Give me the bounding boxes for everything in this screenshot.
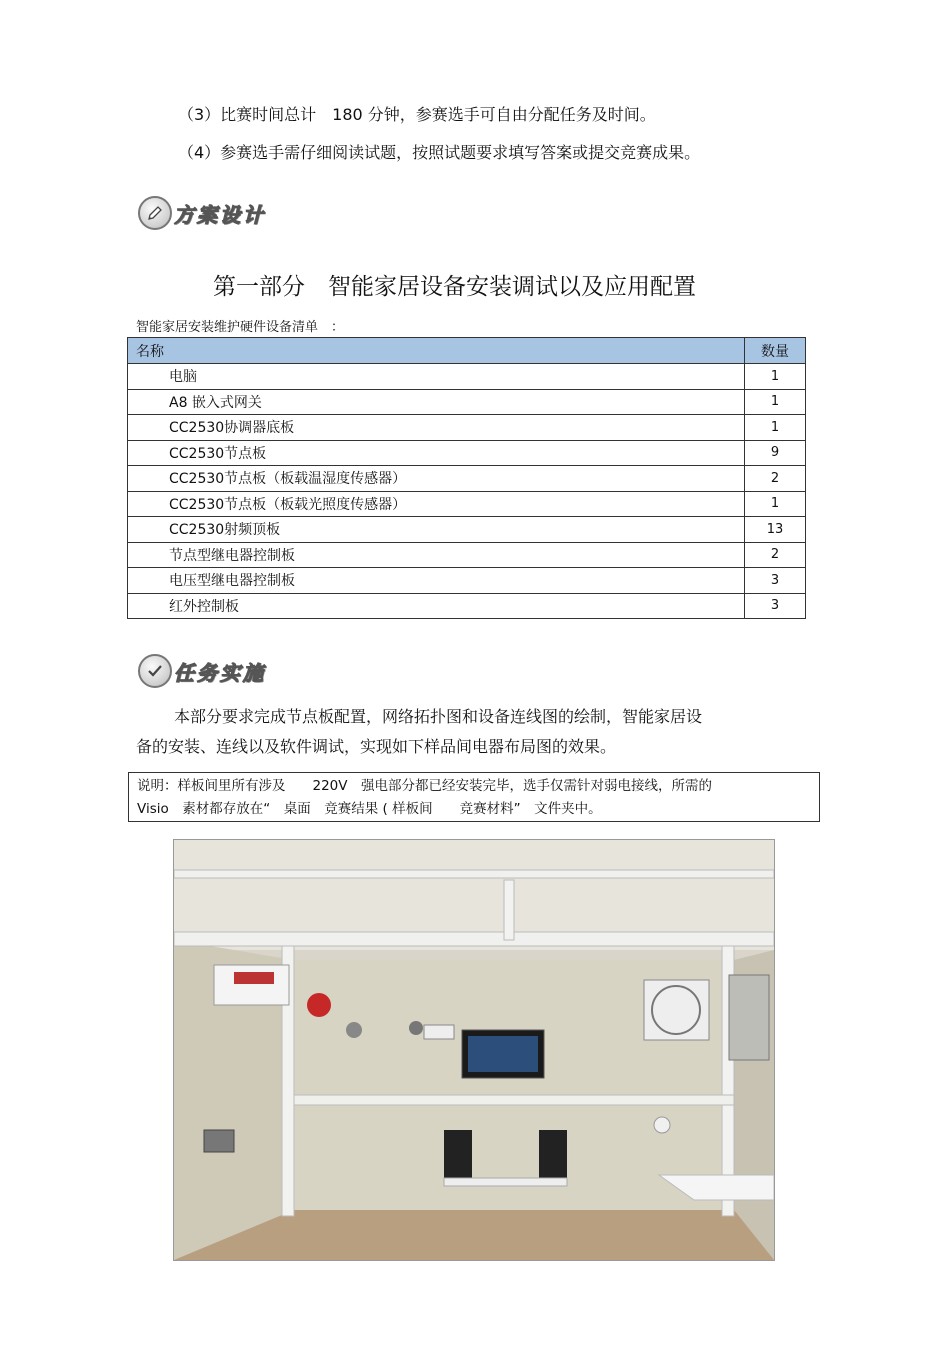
item-qty: 3 bbox=[745, 568, 806, 594]
item-name: CC2530射频顶板 bbox=[128, 517, 745, 543]
table-row bbox=[128, 593, 806, 619]
table-row bbox=[128, 415, 806, 441]
item-qty: 9 bbox=[745, 440, 806, 466]
table-row bbox=[128, 466, 806, 492]
table-header-row bbox=[128, 338, 806, 364]
rule-3: （3）比赛时间总计 180 分钟，参赛选手可自由分配任务及时间。 bbox=[178, 105, 656, 124]
note-line-2: Visio 素材都存放在“ 桌面 竞赛结果 ( 样板间 竞赛材料” 文件夹中。 bbox=[137, 801, 602, 817]
item-name: CC2530节点板 bbox=[128, 440, 745, 466]
item-qty: 2 bbox=[745, 466, 806, 492]
table-row bbox=[128, 491, 806, 517]
item-name: 节点型继电器控制板 bbox=[128, 542, 745, 568]
column-header-name: 名称 bbox=[128, 338, 745, 364]
check-badge-icon bbox=[138, 654, 172, 688]
note-box bbox=[128, 772, 820, 822]
section-task-label: 任务实施 bbox=[174, 660, 266, 685]
task-paragraph bbox=[136, 702, 756, 762]
task-paragraph-line-2: 备的安装、连线以及软件调试，实现如下样品间电器布局图的效果。 bbox=[136, 737, 617, 756]
task-paragraph-line-1: 本部分要求完成节点板配置，网络拓扑图和设备连线图的绘制，智能家居设 bbox=[174, 707, 703, 726]
item-qty: 13 bbox=[745, 517, 806, 543]
item-name: 电脑 bbox=[128, 364, 745, 390]
table-row bbox=[128, 542, 806, 568]
column-header-qty: 数量 bbox=[745, 338, 806, 364]
item-qty: 1 bbox=[745, 415, 806, 441]
item-qty: 1 bbox=[745, 364, 806, 390]
table-row bbox=[128, 568, 806, 594]
item-name: CC2530协调器底板 bbox=[128, 415, 745, 441]
section-task bbox=[138, 653, 266, 689]
table-row bbox=[128, 440, 806, 466]
item-name: A8 嵌入式网关 bbox=[128, 389, 745, 415]
rule-4: （4）参赛选手需仔细阅读试题，按照试题要求填写答案或提交竞赛成果。 bbox=[178, 143, 701, 162]
item-qty: 2 bbox=[745, 542, 806, 568]
equipment-list-caption: 智能家居安装维护硬件设备清单 ： bbox=[136, 320, 345, 335]
item-name: CC2530节点板（板载温湿度传感器） bbox=[128, 466, 745, 492]
part-title: 第一部分 智能家居设备安装调试以及应用配置 bbox=[213, 274, 696, 300]
section-design bbox=[138, 195, 266, 231]
item-name: 红外控制板 bbox=[128, 593, 745, 619]
note-line-1: 说明：样板间里所有涉及 220V 强电部分都已经安装完毕，选手仅需针对弱电接线，所需的 bbox=[137, 778, 713, 794]
item-name: CC2530节点板（板载光照度传感器） bbox=[128, 491, 745, 517]
showroom-photo-drawing bbox=[174, 840, 774, 1260]
table-row bbox=[128, 517, 806, 543]
showroom-photo bbox=[173, 839, 775, 1261]
item-qty: 1 bbox=[745, 389, 806, 415]
table-row bbox=[128, 364, 806, 390]
item-name: 电压型继电器控制板 bbox=[128, 568, 745, 594]
pencil-badge-icon bbox=[138, 196, 172, 230]
section-design-label: 方案设计 bbox=[174, 202, 266, 227]
item-qty: 3 bbox=[745, 593, 806, 619]
table-row bbox=[128, 389, 806, 415]
equipment-table bbox=[127, 337, 806, 619]
item-qty: 1 bbox=[745, 491, 806, 517]
